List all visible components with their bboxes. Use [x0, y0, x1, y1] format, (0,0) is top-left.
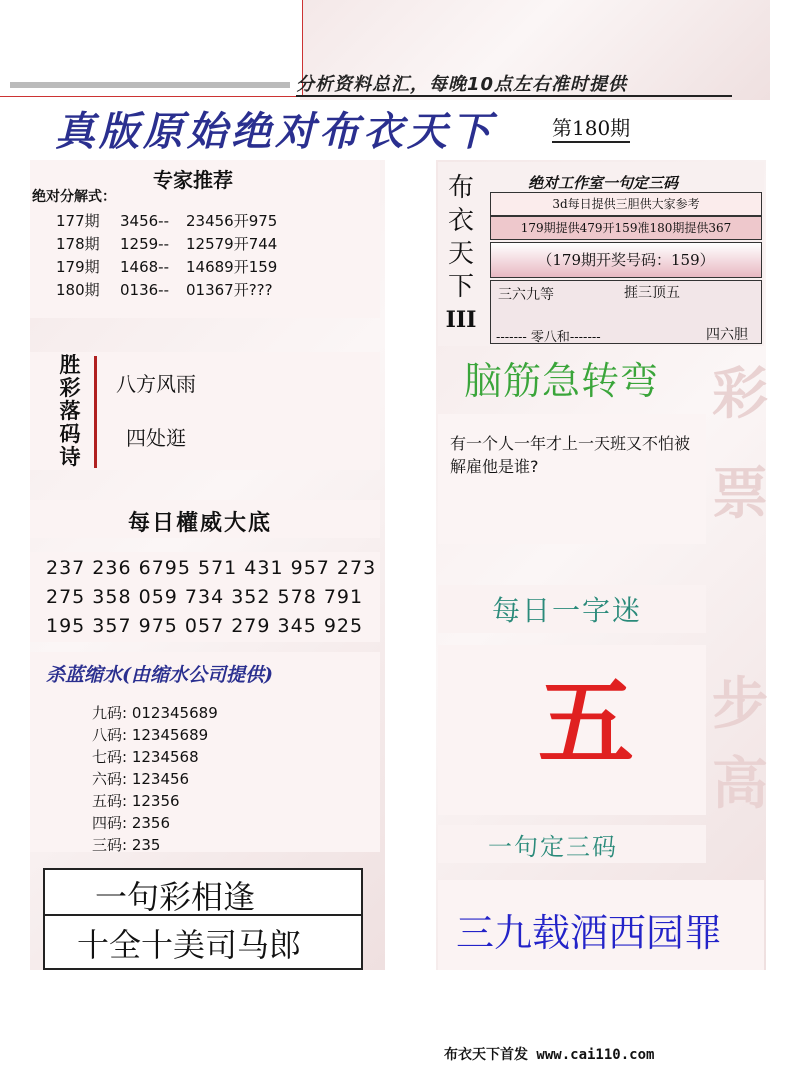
expert-subtitle: 绝对分解式：	[32, 189, 116, 205]
header-top-line: 分析资料总汇，每晚10点左右准时提供	[296, 74, 628, 95]
row-period: 178期	[56, 235, 100, 253]
three-code-phrase: 三九载酒西园罪	[456, 911, 723, 955]
row-period: 180期	[56, 281, 100, 299]
footer-text: 布衣天下首发 www.cai110.com	[444, 1047, 655, 1063]
three-code-title: 一句定三码	[488, 833, 618, 861]
row-b: 14689开159	[186, 258, 278, 276]
studio-side-label: 布 衣 天 下 III	[445, 173, 477, 333]
decorative-glyph: 高	[712, 751, 768, 817]
daily-row: 275 358 059 734 352 578 791	[46, 586, 364, 608]
shrink-row: 七码: 1234568	[92, 748, 199, 766]
decorative-glyph: 票	[712, 461, 768, 527]
header-underline	[296, 95, 732, 97]
phrase-line-2: 十全十美司马郎	[77, 926, 302, 964]
char-riddle-char: 五	[538, 667, 634, 779]
decorative-glyph: 彩	[712, 361, 768, 427]
row-a: 1259--	[120, 235, 169, 253]
shrink-row: 八码: 12345689	[92, 726, 209, 744]
expert-panel	[30, 160, 380, 318]
expert-row	[56, 256, 277, 277]
shrink-title: 杀蓝缩水(由缩水公司提供)	[46, 664, 273, 686]
studio-line-b1: ------- 零八和-------	[496, 330, 601, 345]
phrase-line-1: 一句彩相逢	[95, 878, 256, 916]
row-b: 01367开???	[186, 281, 273, 299]
row-a: 1468--	[120, 258, 169, 276]
top-left-notice-box	[0, 0, 303, 97]
studio-bar-3: （179期开奖号码：159）	[490, 242, 762, 278]
shrink-row: 四码: 2356	[92, 814, 171, 832]
riddle-question: 有一个人一年才上一天班又不怕被解雇他是谁?	[450, 434, 691, 476]
notice-line	[10, 82, 290, 88]
row-period: 179期	[56, 258, 100, 276]
studio-line-a1: 三六九等	[498, 287, 554, 303]
studio-panel	[438, 162, 764, 346]
victory-line-2: 四处逛	[126, 426, 186, 450]
studio-bar-2: 179期提供479开159准180期提供367	[490, 216, 762, 240]
daily-row: 195 357 975 057 279 345 925	[46, 615, 364, 637]
studio-title: 绝对工作室一句定三码	[528, 174, 679, 192]
row-period: 177期	[56, 212, 100, 230]
issue-number: 第180期	[552, 112, 630, 143]
decorative-glyph: 步	[712, 671, 768, 737]
row-a: 0136--	[120, 281, 169, 299]
row-a: 3456--	[120, 212, 169, 230]
shrink-row: 九码: 012345689	[92, 704, 218, 722]
row-b: 23456开975	[186, 212, 278, 230]
victory-line-1: 八方风雨	[116, 372, 196, 396]
daily-title-panel	[30, 500, 380, 538]
victory-side-label: 胜 彩 落 码 诗	[59, 354, 81, 468]
expert-row	[56, 210, 277, 231]
row-b: 12579开744	[186, 235, 278, 253]
riddle-question-panel	[438, 414, 706, 544]
three-code-panel	[438, 880, 764, 970]
shrink-row: 五码: 12356	[92, 792, 180, 810]
expert-title: 专家推荐	[153, 168, 233, 192]
victory-panel	[30, 352, 380, 470]
shrink-panel	[30, 652, 380, 852]
shrink-row: 六码: 123456	[92, 770, 190, 788]
page-title: 真版原始绝对布衣天下	[55, 108, 495, 155]
expert-row	[56, 279, 273, 300]
victory-divider	[94, 356, 97, 468]
daily-row: 237 236 6795 571 431 957 273	[46, 557, 377, 579]
char-riddle-title-panel	[438, 585, 706, 633]
riddle-title: 脑筋急转弯	[464, 359, 660, 403]
daily-title: 每日權威大底	[128, 511, 273, 536]
daily-numbers-panel	[30, 552, 380, 642]
shrink-row: 三码: 235	[92, 836, 161, 854]
three-code-title-panel	[438, 825, 706, 863]
expert-row	[56, 233, 277, 254]
char-riddle-panel	[438, 645, 706, 815]
phrase-box	[43, 868, 363, 970]
studio-line-b2: 四六胆	[706, 327, 748, 343]
studio-line-a2: 捱三顶五	[624, 285, 680, 301]
studio-bar-1: 3d每日提供三胆供大家参考	[490, 192, 762, 216]
char-riddle-title: 每日一字迷	[492, 594, 643, 627]
riddle-title-panel	[438, 346, 708, 404]
